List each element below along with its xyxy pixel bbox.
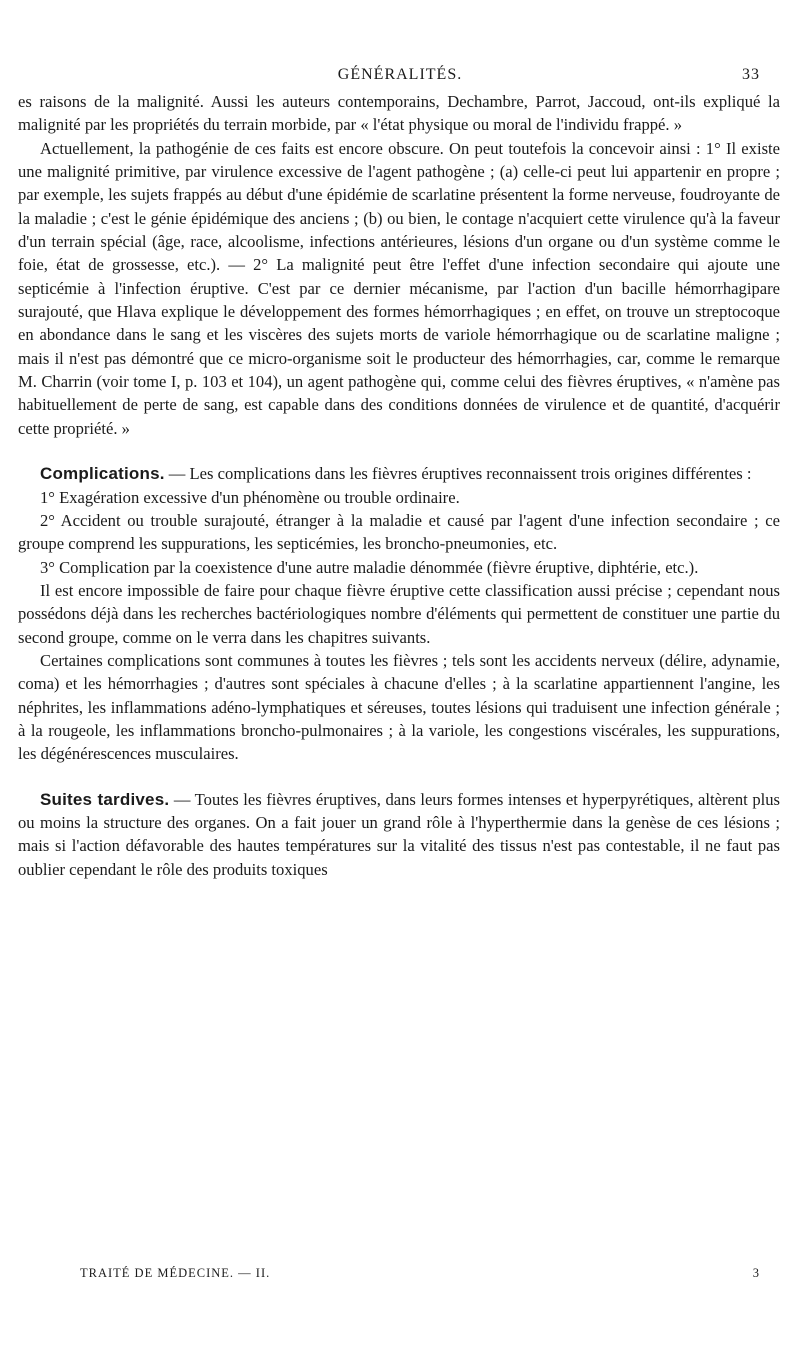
paragraph: es raisons de la malignité. Aussi les auteurs contemporains, Dechambre, Parrot, Jaccoud, ont-ils expliqué la malignité par les propriétés du terrain morbide, par « l'état physique ou moral de l'individu frappé. » (18, 92, 780, 135)
book-title: TRAITÉ DE MÉDECINE. — II. (80, 1266, 271, 1280)
suites-paragraph (18, 788, 780, 881)
section-text: — Toutes les fièvres éruptives, dans leurs formes intenses et hyperpyrétiques, altèrent plus ou moins la structure des organes. On a fait jouer un grand rôle à l'hyperthermie dans la genèse de ces lésions ; mais si l'action défavorable des hautes températures sur la vitalité des tissus n'est pas contestable, il ne faut pas oublier cependant le rôle des produits toxiques (18, 789, 780, 879)
page-footer (80, 1266, 760, 1281)
list-item: 3° Complication par la coexistence d'une autre maladie dénommée (fièvre éruptive, diphtérie, etc.). (40, 557, 699, 577)
section-heading-complications: Complications. (40, 464, 165, 484)
paragraph: Actuellement, la pathogénie de ces faits est encore obscure. On peut toutefois la concevoir ainsi : 1° Il existe une malignité primitive, par virulence excessive de l'agent pathogène ; (a) celle-ci peut lui appartenir en propre ; par exemple, les sujets frappés au début d'une épidémie de scarlatine présentent la forme nerveuse, foudroyante de la maladie ; c'est le génie épidémique des anciens ; (b) ou bien, le contage n'acquiert cette virulence qu'à la faveur d'un terrain spécial (âge, race, alcoolisme, infections antérieures, lésions d'un organe ou d'un système comme le foie, état de grossesse, etc.). — 2° La malignité peut être l'effet d'une infection secondaire qui ajoute une septicémie à l'infection éruptive. C'est par ce dernier mécanisme, par l'action d'un bacille hémorrhagipare surajouté, que Hlava explique le développement des formes hémorrhagiques ; en effet, on trouve un streptocoque en abondance dans le sang et les viscères des sujets morts de variole hémorrhagique ou de scarlatine maligne ; mais il n'est pas démontré que ce micro-organisme soit le producteur des hémorrhagies, car, comme le remarque M. Charrin (voir tome I, p. 103 et 104), un agent pathogène qui, comme celui des fièvres éruptives, « n'amène pas habituellement de perte de sang, est capable dans des conditions données de virulence et de quantité, d'acquérir cette propriété. » (18, 138, 780, 438)
page-number: 33 (742, 66, 760, 83)
paragraph: Certaines complications sont communes à toutes les fièvres ; tels sont les accidents nerveux (délire, adynamie, coma) et les hémorrhagies ; d'autres sont spéciales à chacune d'elles ; à la scarlatine appartiennent l'angine, les néphrites, les inflammations adéno-lymphatiques et séreuses, toutes lésions qui traduisent une infection générale ; à la rougeole, les inflammations broncho-pulmonaires ; à la variole, les congestions viscérales, les suppurations, les dégénérescences musculaires. (18, 650, 780, 764)
list-item: 2° Accident ou trouble surajouté, étranger à la maladie et causé par l'agent d'une infection secondaire ; ce groupe comprend les suppurations, les septicémies, les broncho-pneumonies, etc. (18, 510, 780, 554)
complications-paragraph (18, 462, 780, 485)
section-heading-suites-tardives: Suites tardives. (40, 789, 170, 809)
paragraph: Il est encore impossible de faire pour chaque fièvre éruptive cette classification aussi précise ; cependant nous possédons déjà dans les recherches bactériologiques nombre d'éléments qui permettent de constituer une partie du second groupe, comme on le verra dans les chapitres suivants. (18, 580, 780, 647)
signature-mark: 3 (752, 1266, 760, 1280)
page-body (18, 90, 780, 881)
list-item: 1° Exagération excessive d'un phénomène ou trouble ordinaire. (40, 487, 460, 507)
section-lead: — Les complications dans les fièvres éruptives reconnaissent trois origines différentes : (164, 464, 752, 484)
running-header (0, 66, 800, 90)
running-title: GÉNÉRALITÉS. (337, 66, 463, 83)
